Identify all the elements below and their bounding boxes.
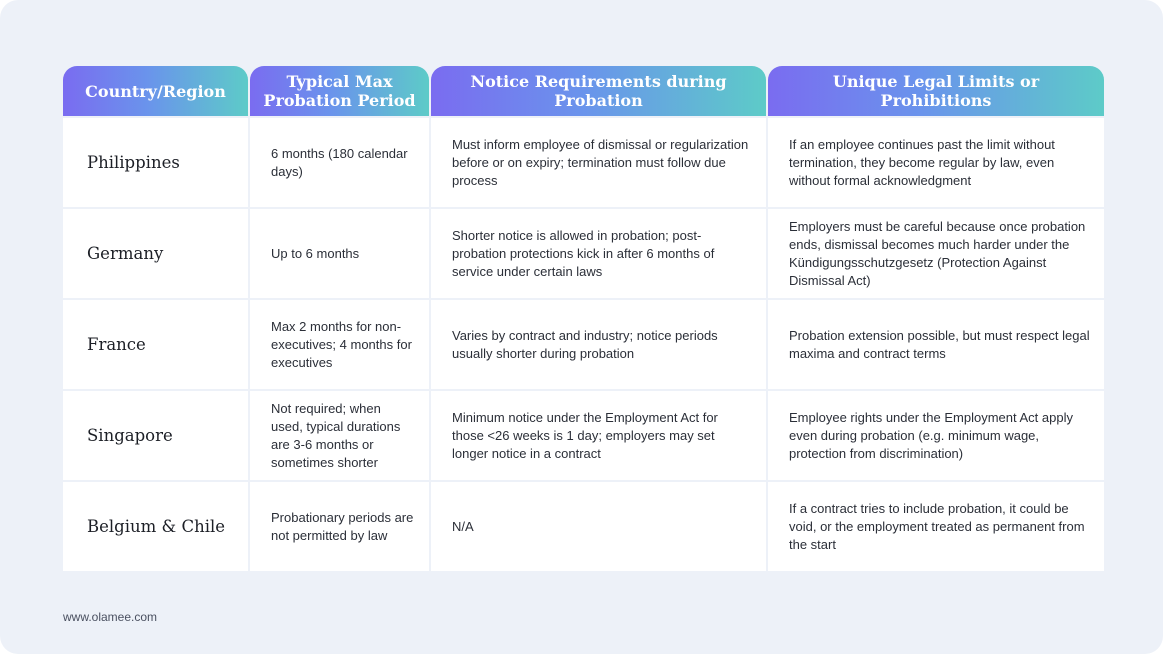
row-period: Probationary periods are not permitted by law xyxy=(250,482,429,571)
row-country: Germany xyxy=(63,209,248,298)
row-limits: Employers must be careful because once probation ends, dismissal becomes much harder under the Kündigungsschutzgesetz (Protection Against Dismissal Act) xyxy=(768,209,1104,298)
probation-comparison-table xyxy=(63,66,1100,571)
row-country: Belgium & Chile xyxy=(63,482,248,571)
row-period: Up to 6 months xyxy=(250,209,429,298)
row-period: Not required; when used, typical durations are 3-6 months or sometimes shorter xyxy=(250,391,429,480)
header-country: Country/Region xyxy=(63,66,248,116)
row-period: Max 2 months for non-executives; 4 months for executives xyxy=(250,300,429,389)
row-notice: Must inform employee of dismissal or regularization before or on expiry; termination must follow due process xyxy=(431,118,766,207)
header-limits: Unique Legal Limits or Prohibitions xyxy=(768,66,1104,116)
row-limits: If an employee continues past the limit without termination, they become regular by law, even without formal acknowledgment xyxy=(768,118,1104,207)
row-country: Singapore xyxy=(63,391,248,480)
row-notice: N/A xyxy=(431,482,766,571)
row-limits: Probation extension possible, but must respect legal maxima and contract terms xyxy=(768,300,1104,389)
row-country: France xyxy=(63,300,248,389)
row-notice: Varies by contract and industry; notice periods usually shorter during probation xyxy=(431,300,766,389)
row-country: Philippines xyxy=(63,118,248,207)
source-url: www.olamee.com xyxy=(63,610,158,624)
row-period: 6 months (180 calendar days) xyxy=(250,118,429,207)
header-period: Typical Max Probation Period xyxy=(250,66,429,116)
row-limits: If a contract tries to include probation, it could be void, or the employment treated as permanent from the start xyxy=(768,482,1104,571)
row-notice: Shorter notice is allowed in probation; post-probation protections kick in after 6 months of service under certain laws xyxy=(431,209,766,298)
row-notice: Minimum notice under the Employment Act for those <26 weeks is 1 day; employers may set longer notice in a contract xyxy=(431,391,766,480)
row-limits: Employee rights under the Employment Act apply even during probation (e.g. minimum wage, protection from discrimination) xyxy=(768,391,1104,480)
header-notice: Notice Requirements during Probation xyxy=(431,66,766,116)
